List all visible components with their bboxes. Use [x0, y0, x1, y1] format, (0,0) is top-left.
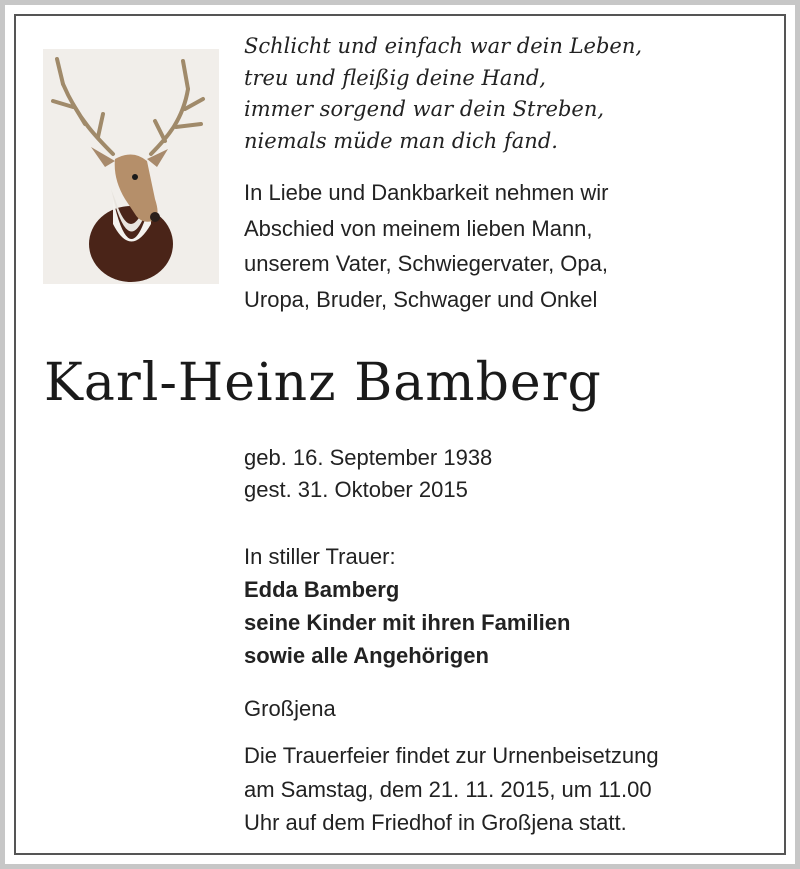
service-notice: [244, 739, 659, 840]
memorial-poem: [244, 31, 642, 157]
poem-line: Schlicht und einfach war dein Leben,: [244, 34, 643, 58]
intro-line: Abschied von meinem lieben Mann,: [244, 215, 593, 241]
mourner-line: seine Kinder mit ihren Familien: [244, 610, 571, 635]
farewell-intro: [244, 175, 608, 317]
mourner-line: sowie alle Angehörigen: [244, 643, 489, 668]
service-line: am Samstag, dem 21. 11. 2015, um 11.00: [244, 776, 652, 802]
service-line: Die Trauerfeier findet zur Urnenbeisetzung: [244, 743, 659, 768]
poem-line: treu und fleißig deine Hand,: [244, 65, 546, 90]
mourners-block: [244, 540, 570, 672]
service-line: Uhr auf dem Friedhof in Großjena statt.: [244, 810, 627, 835]
intro-line: unserem Vater, Schwiegervater, Opa,: [244, 251, 608, 276]
deer-trophy-photo: [43, 49, 219, 284]
mourning-intro: In stiller Trauer:: [244, 544, 396, 569]
deceased-name: Karl-Heinz Bamberg: [44, 353, 602, 413]
place-name: Großjena: [244, 696, 336, 721]
poem-line: niemals müde man dich fand.: [244, 128, 558, 153]
life-dates: [244, 442, 492, 506]
death-date: gest. 31. Oktober 2015: [244, 477, 468, 502]
poem-line: immer sorgend war dein Streben,: [244, 97, 605, 121]
deer-trophy-icon: [43, 49, 219, 284]
mourner-line: Edda Bamberg: [244, 577, 400, 602]
birth-date: geb. 16. September 1938: [244, 445, 493, 470]
intro-line: Uropa, Bruder, Schwager und Onkel: [244, 286, 598, 312]
intro-line: In Liebe und Dankbarkeit nehmen wir: [244, 180, 609, 205]
